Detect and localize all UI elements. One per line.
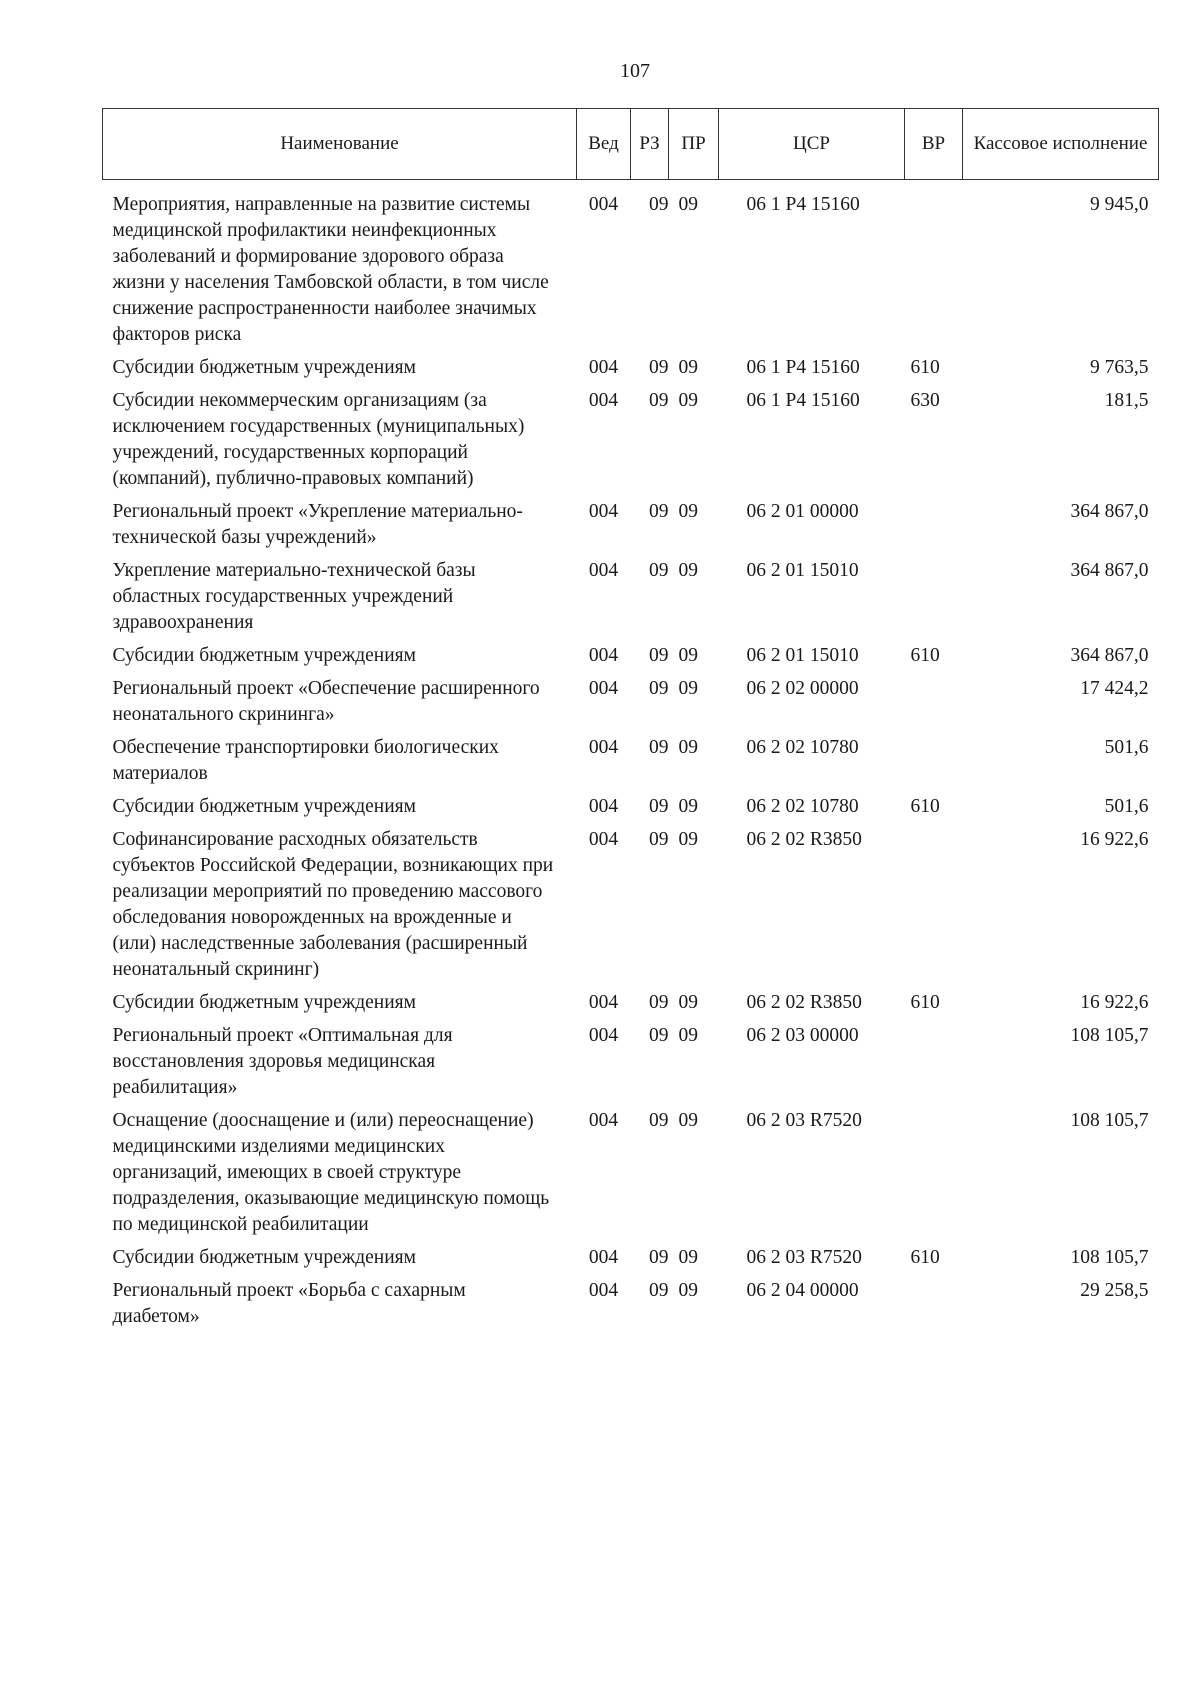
cell-vr: 610	[910, 1247, 940, 1268]
cell-csr: 06 2 02 R3850	[746, 829, 862, 850]
cell-ved: 004	[588, 829, 619, 850]
cell-csr: 06 2 02 10780	[746, 737, 859, 758]
cell-rz: 09	[649, 796, 669, 817]
cell-ved: 004	[588, 560, 619, 581]
cell-rz: 09	[649, 1025, 669, 1046]
cell-ved: 004	[588, 501, 619, 522]
cell-sum: 108 105,7	[1070, 1247, 1149, 1268]
cell-name: Софинансирование расходных обязательств субъектов Российской Федерации, возникающих при реализации мероприятий по проведению массового обследования новорожденных на врожденные и (или) наследственные заболевания (расширенный неонатальный скрининг)	[112, 829, 554, 980]
cell-ved: 004	[588, 1025, 619, 1046]
cell-sum: 16 922,6	[1080, 829, 1149, 850]
cell-vr: 630	[910, 390, 940, 411]
table-row	[103, 643, 1159, 676]
cell-vr: 610	[910, 796, 940, 817]
header-name: Наименование	[103, 109, 577, 180]
table-row	[103, 180, 1159, 356]
cell-rz: 09	[649, 678, 669, 699]
cell-rz: 09	[649, 501, 669, 522]
cell-ved: 004	[588, 357, 619, 378]
cell-vr	[905, 676, 963, 735]
cell-pr: 09	[678, 829, 698, 850]
cell-name: Субсидии бюджетным учреждениям	[112, 1247, 416, 1268]
table-row	[103, 499, 1159, 558]
table-row	[103, 735, 1159, 794]
cell-pr: 09	[678, 357, 698, 378]
cell-ved: 004	[588, 992, 619, 1013]
cell-pr: 09	[678, 1280, 698, 1301]
cell-vr	[905, 827, 963, 990]
table-row	[103, 676, 1159, 735]
header-csr: ЦСР	[719, 109, 905, 180]
cell-csr: 06 1 P4 15160	[746, 390, 860, 411]
header-pr: ПР	[669, 109, 719, 180]
table-row	[103, 1278, 1159, 1337]
cell-name: Региональный проект «Укрепление материально-технической базы учреждений»	[112, 501, 523, 548]
cell-csr: 06 1 P4 15160	[746, 357, 860, 378]
cell-csr: 06 2 02 R3850	[746, 992, 862, 1013]
cell-ved: 004	[588, 194, 619, 215]
cell-csr: 06 2 03 R7520	[746, 1247, 862, 1268]
table-row	[103, 388, 1159, 499]
page-number: 107	[620, 60, 650, 82]
header-sum: Кассовое исполнение	[963, 109, 1159, 180]
cell-vr	[905, 1108, 963, 1245]
cell-rz: 09	[649, 357, 669, 378]
cell-pr: 09	[678, 796, 698, 817]
cell-vr	[905, 1023, 963, 1108]
table-row	[103, 1108, 1159, 1245]
table-row	[103, 1023, 1159, 1108]
cell-sum: 501,6	[1104, 737, 1149, 758]
table-body	[103, 180, 1159, 1338]
cell-name: Обеспечение транспортировки биологических материалов	[112, 737, 499, 784]
cell-name: Региональный проект «Обеспечение расширенного неонатального скрининга»	[112, 678, 540, 725]
cell-name: Региональный проект «Оптимальная для восстановления здоровья медицинская реабилитация»	[112, 1025, 453, 1098]
cell-pr: 09	[678, 560, 698, 581]
header-ved: Вед	[577, 109, 631, 180]
cell-rz: 09	[649, 992, 669, 1013]
cell-rz: 09	[649, 194, 669, 215]
cell-name: Оснащение (дооснащение и (или) переоснащение) медицинскими изделиями медицинских организаций, имеющих в своей структуре подразделения, оказывающие медицинскую помощь по медицинской реабилитации	[112, 1110, 550, 1235]
header-rz: РЗ	[631, 109, 669, 180]
cell-pr: 09	[678, 678, 698, 699]
cell-ved: 004	[588, 796, 619, 817]
cell-rz: 09	[649, 1280, 669, 1301]
cell-name: Мероприятия, направленные на развитие системы медицинской профилактики неинфекционных заболеваний и формирование здорового образа жизни у населения Тамбовской области, в том числе снижение распространенности наиболее значимых факторов риска	[112, 194, 549, 345]
cell-pr: 09	[678, 645, 698, 666]
cell-ved: 004	[588, 645, 619, 666]
cell-vr: 610	[910, 992, 940, 1013]
cell-pr: 09	[678, 992, 698, 1013]
cell-sum: 364 867,0	[1070, 501, 1149, 522]
cell-vr: 610	[910, 645, 940, 666]
cell-name: Субсидии бюджетным учреждениям	[112, 645, 416, 666]
cell-ved: 004	[588, 1280, 619, 1301]
cell-csr: 06 2 01 15010	[746, 560, 859, 581]
cell-sum: 9 763,5	[1090, 357, 1149, 378]
cell-pr: 09	[678, 1110, 698, 1131]
cell-sum: 9 945,0	[1090, 194, 1149, 215]
cell-vr	[905, 1278, 963, 1337]
cell-csr: 06 1 P4 15160	[746, 194, 860, 215]
cell-rz: 09	[649, 737, 669, 758]
cell-pr: 09	[678, 1025, 698, 1046]
cell-rz: 09	[649, 560, 669, 581]
cell-vr: 610	[910, 357, 940, 378]
cell-name: Субсидии некоммерческим организациям (за исключением государственных (муниципальных) учреждений, государственных корпораций (компаний), публично-правовых компаний)	[112, 390, 525, 489]
table-row	[103, 990, 1159, 1023]
cell-pr: 09	[678, 194, 698, 215]
cell-csr: 06 2 02 00000	[746, 678, 859, 699]
table-row	[103, 1245, 1159, 1278]
cell-rz: 09	[649, 1110, 669, 1131]
cell-ved: 004	[588, 737, 619, 758]
cell-sum: 364 867,0	[1070, 645, 1149, 666]
cell-ved: 004	[588, 1110, 619, 1131]
cell-pr: 09	[678, 737, 698, 758]
cell-name: Региональный проект «Борьба с сахарным диабетом»	[112, 1280, 466, 1327]
cell-pr: 09	[678, 390, 698, 411]
cell-sum: 501,6	[1104, 796, 1149, 817]
cell-vr	[905, 735, 963, 794]
cell-sum: 108 105,7	[1070, 1025, 1149, 1046]
table-header	[103, 109, 1159, 180]
table-row	[103, 827, 1159, 990]
cell-sum: 17 424,2	[1080, 678, 1149, 699]
cell-sum: 29 258,5	[1080, 1280, 1149, 1301]
cell-name: Укрепление материально-технической базы областных государственных учреждений здравоохранения	[112, 560, 476, 633]
cell-rz: 09	[649, 829, 669, 850]
cell-sum: 108 105,7	[1070, 1110, 1149, 1131]
cell-csr: 06 2 03 R7520	[746, 1110, 862, 1131]
cell-pr: 09	[678, 1247, 698, 1268]
cell-csr: 06 2 01 00000	[746, 501, 859, 522]
cell-rz: 09	[649, 390, 669, 411]
cell-name: Субсидии бюджетным учреждениям	[112, 796, 416, 817]
table-row	[103, 355, 1159, 388]
cell-name: Субсидии бюджетным учреждениям	[112, 357, 416, 378]
cell-rz: 09	[649, 1247, 669, 1268]
table-row	[103, 558, 1159, 643]
cell-vr	[905, 558, 963, 643]
cell-csr: 06 2 03 00000	[746, 1025, 859, 1046]
budget-table	[102, 108, 1159, 1337]
cell-ved: 004	[588, 390, 619, 411]
header-vr: ВР	[905, 109, 963, 180]
cell-vr	[905, 180, 963, 356]
cell-csr: 06 2 02 10780	[746, 796, 859, 817]
cell-sum: 181,5	[1104, 390, 1149, 411]
cell-sum: 364 867,0	[1070, 560, 1149, 581]
cell-csr: 06 2 01 15010	[746, 645, 859, 666]
cell-name: Субсидии бюджетным учреждениям	[112, 992, 416, 1013]
cell-vr	[905, 499, 963, 558]
cell-csr: 06 2 04 00000	[746, 1280, 859, 1301]
cell-sum: 16 922,6	[1080, 992, 1149, 1013]
cell-ved: 004	[588, 1247, 619, 1268]
cell-pr: 09	[678, 501, 698, 522]
table-row	[103, 794, 1159, 827]
cell-rz: 09	[649, 645, 669, 666]
cell-ved: 004	[588, 678, 619, 699]
